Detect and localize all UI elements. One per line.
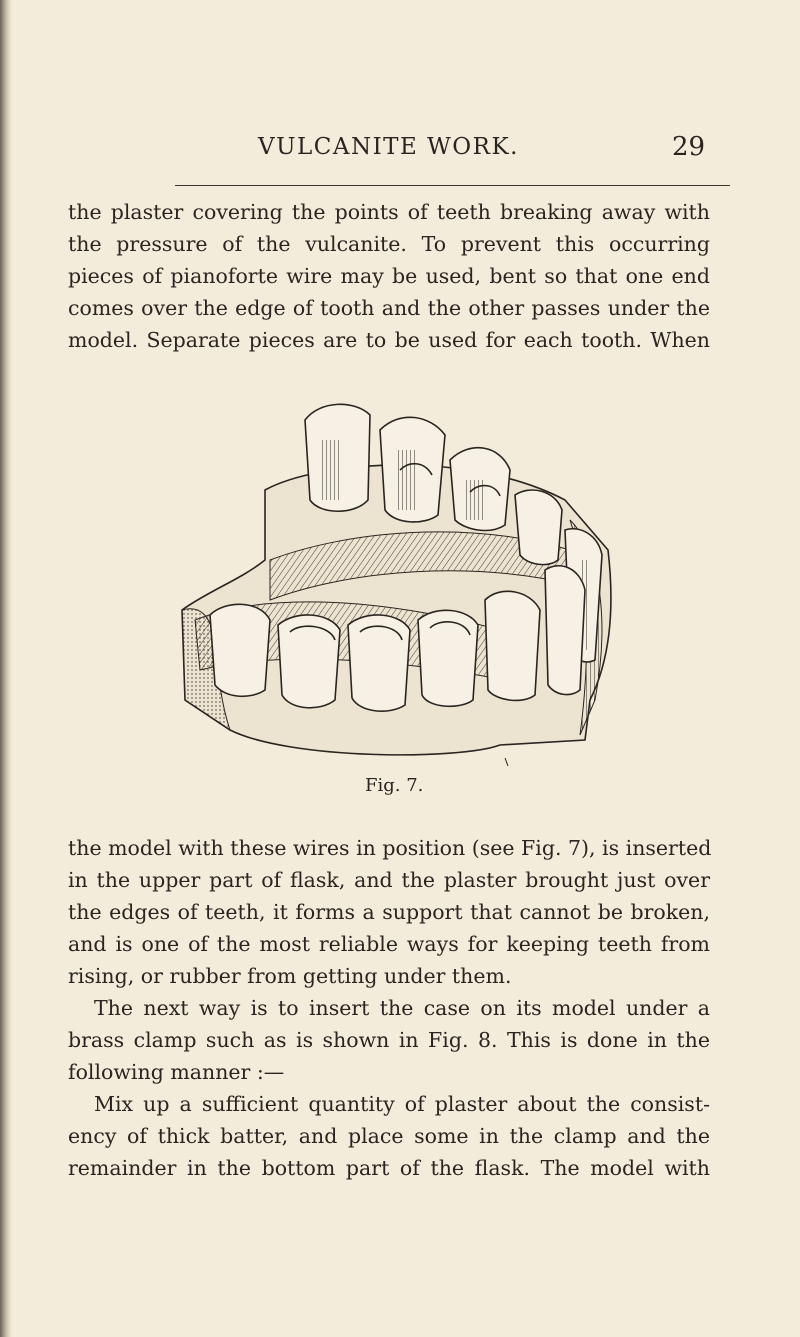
text-line: the plaster covering the points of teeth breaking away with: [68, 200, 710, 224]
paragraph-top: [68, 196, 710, 356]
page-header: [0, 130, 800, 170]
text-line: the pressure of the vulcanite. To prevent this occurring: [68, 232, 710, 256]
text-line: Mix up a sufficient quantity of plaster about the consist-: [94, 1092, 710, 1116]
running-title: VULCANITE WORK.: [258, 134, 519, 160]
page-number: 29: [672, 132, 706, 162]
text-line: rising, or rubber from getting under them.: [68, 964, 512, 988]
text-line: the model with these wires in position (see Fig. 7), is inserted: [68, 836, 712, 860]
text-line: model. Separate pieces are to be used for each tooth. When: [68, 328, 710, 352]
text-line: comes over the edge of tooth and the other passes under the: [68, 296, 710, 320]
text-line: following manner :—: [68, 1060, 285, 1084]
text-line: remainder in the bottom part of the flask. The model with: [68, 1156, 710, 1180]
header-rule: [175, 185, 730, 186]
text-line: the edges of teeth, it forms a support that cannot be broken,: [68, 900, 710, 924]
figure-caption: Fig. 7.: [365, 775, 424, 796]
page-binding-edge: [0, 0, 12, 1337]
text-line: and is one of the most reliable ways for keeping teeth from: [68, 932, 710, 956]
text-line: The next way is to insert the case on its model under a: [94, 996, 710, 1020]
text-line: pieces of pianoforte wire may be used, bent so that one end: [68, 264, 710, 288]
text-line: ency of thick batter, and place some in the clamp and the: [68, 1124, 710, 1148]
dental-model-illustration: [170, 400, 620, 770]
text-line: in the upper part of flask, and the plaster brought just over: [68, 868, 710, 892]
text-line: brass clamp such as is shown in Fig. 8. This is done in the: [68, 1028, 710, 1052]
paragraph-bottom: [68, 832, 710, 1184]
